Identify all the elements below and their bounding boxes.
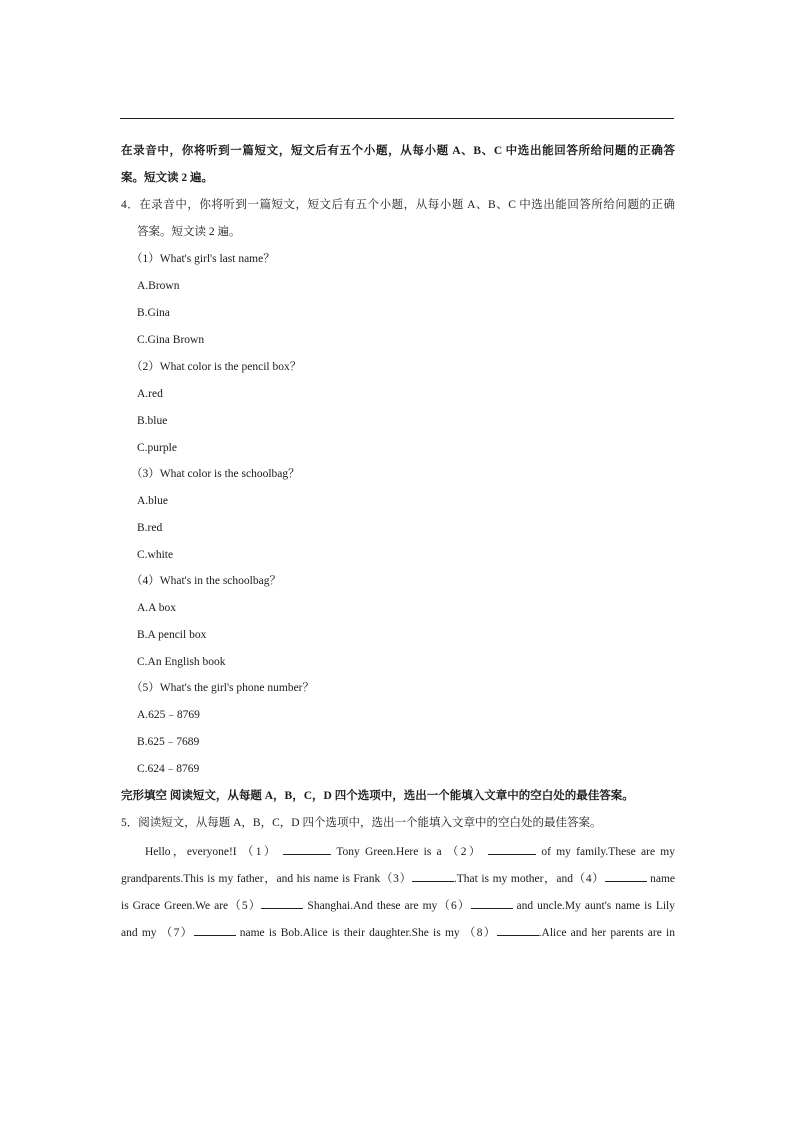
passage-text: Shanghai.And these are my（6）: [303, 900, 471, 912]
q4-sub1-option-a[interactable]: A.Brown: [137, 280, 180, 292]
q4-sub4-option-b[interactable]: B.A pencil box: [137, 629, 207, 641]
q4-sub5-question: （5）What's the girl's phone number？: [131, 682, 315, 694]
q4-sub4-question: （4）What's in the schoolbag？: [131, 575, 281, 587]
q4-sub5-option-b[interactable]: B.625﹣7689: [137, 736, 200, 748]
q4-sub3-option-b[interactable]: B.red: [137, 522, 163, 534]
passage-text: of my family.These are my: [536, 846, 676, 858]
passage-text: and uncle.My aunt's name is Lily: [512, 900, 675, 912]
passage-text: grandparents.This is my father，and his name is Frank（3）: [121, 873, 412, 885]
q4-sub4-option-a[interactable]: A.A box: [137, 602, 176, 614]
q4-sub3-option-a[interactable]: A.blue: [137, 495, 168, 507]
q4-sub2-option-b[interactable]: B.blue: [137, 415, 168, 427]
passage-text: and my （7）: [121, 927, 194, 939]
passage-text: .Alice and her parents are in: [538, 927, 675, 939]
blank-5[interactable]: [261, 896, 303, 909]
q4-stem-line1: 4．在录音中，你将听到一篇短文，短文后有五个小题，从每小题 A、B、C 中选出能回答所给问题的正确: [121, 199, 675, 211]
passage-line-1: [121, 842, 675, 858]
passage-line-4: [121, 923, 675, 939]
header-rule: [120, 118, 674, 119]
blank-3[interactable]: [412, 869, 454, 882]
passage-text: .That is my mother，and（4）: [453, 873, 605, 885]
passage-text: is Grace Green.We are（5）: [121, 900, 262, 912]
blank-2[interactable]: [488, 842, 536, 855]
blank-7[interactable]: [194, 923, 236, 936]
q4-stem: [121, 197, 675, 213]
q4-stem-line2: 答案。短文读 2 遍。: [137, 226, 241, 238]
q4-sub1-option-b[interactable]: B.Gina: [137, 307, 170, 319]
section1-instruction-line1: 在录音中，你将听到一篇短文，短文后有五个小题，从每小题 A、B、C 中选出能回答所给问题的正确答: [121, 145, 675, 157]
q4-sub5-option-c[interactable]: C.624﹣8769: [137, 763, 200, 775]
section1-instruction-line2: 案。短文读 2 遍。: [121, 172, 213, 184]
passage-line-2: [121, 869, 675, 885]
passage-text: Hello，everyone!I （1）: [145, 846, 278, 858]
q4-sub2-option-c[interactable]: C.purple: [137, 442, 177, 454]
q4-sub1-question: （1）What's girl's last name？: [131, 253, 275, 265]
q5-passage: [121, 842, 675, 858]
q5-stem: 5．阅读短文，从每题 A，B，C，D 四个选项中，选出一个能填入文章中的空白处的最佳答案。: [121, 817, 602, 829]
q4-sub4-option-c[interactable]: C.An English book: [137, 656, 226, 668]
q5-passage: [121, 869, 675, 885]
q5-passage: [121, 923, 675, 939]
passage-text: name is Bob.Alice is their daughter.She is my （8）: [235, 927, 497, 939]
blank-4[interactable]: [605, 869, 647, 882]
q5-passage: [121, 896, 675, 912]
q4-sub3-option-c[interactable]: C.white: [137, 549, 174, 561]
q4-sub3-question: （3）What color is the schoolbag？: [131, 468, 300, 480]
blank-1[interactable]: [283, 842, 331, 855]
section1-instruction: [121, 143, 675, 159]
passage-text: name: [646, 873, 675, 885]
section2-instruction: 完形填空 阅读短文，从每题 A，B，C，D 四个选项中，选出一个能填入文章中的空白处的最佳答案。: [121, 790, 634, 802]
q4-sub2-question: （2）What color is the pencil box？: [131, 361, 302, 373]
blank-6[interactable]: [471, 896, 513, 909]
passage-line-3: [121, 896, 675, 912]
q4-sub2-option-a[interactable]: A.red: [137, 388, 163, 400]
blank-8[interactable]: [497, 923, 539, 936]
q4-sub5-option-a[interactable]: A.625﹣8769: [137, 709, 200, 721]
q4-sub1-option-c[interactable]: C.Gina Brown: [137, 334, 205, 346]
passage-text: Tony Green.Here is a （2）: [331, 846, 483, 858]
